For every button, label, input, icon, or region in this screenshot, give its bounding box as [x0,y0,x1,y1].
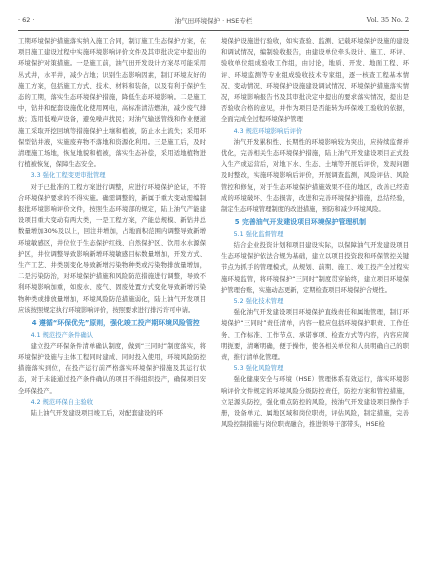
paragraph: 结合企业投资计划和项目建设实际，以保障油气开发建设项目生态环境保护依法合规为基础，建立以项目投资段和环保管控关键节点为抓手的管理模式，从规划、前期、施工、竣工投产全过程实施环境监管，将环境保护“三同时”制度贯穿始终，建立项目环境保护管理台账，实施动态更新，定期检查项目环境保护合规性。 [221,241,409,294]
paragraph: 境保护设施进行验收，如实查验、监测、记载环境保护设施的建设和调试情况，编制验收报告，由建设单位牵头设计、施工、环评、验收单位组成验收工作组，由讨论，地质、开发、地面工程、环评、环境监测等专业组成验收技术专家组，逐一核查工程基本情况、变动情况、环境保护设施建设调试情况、环境保护措施落实情况，环境影响报告书及其审批决定中提出的要求落实情况，提出是否验收合格的意见，并作为项目是否能转为环保竣工验收的依据，全面完成全过程环境保护管理 [221,38,409,124]
section-heading-5: 5 完善油气开发建设项目环境保护管理机制 [234,218,367,227]
subsection-heading-5-1: 5.1 强化监督管理 [233,230,284,238]
subsection-heading-5-3: 5.3 强化风险管理 [233,365,284,373]
right-column [221,36,409,430]
subsection-heading-3-3: 3.3 强化工程变更审批管理 [30,172,106,180]
subsection-heading-4-1: 4.1 规范投产条件确认 [30,331,93,339]
paragraph: 强化油气开发建设项目环境保护直线责任和属地管理，制订环境保护“三同时”责任清单，内容一般应包括环境保护职责、工作任务、工作标准、工作节点、承诺事项、检查方式等内容，内容应简明扼要，清晰明确，便于操作，使各相关单位和人员明确自己的职责，推行清单化管理。 [221,309,409,361]
page-number: · 62 · [18,16,35,24]
paragraph: 陆上油气开发建设项目竣工后，对配套建设的环 [30,410,163,417]
paragraph: 对于已批准的工程方案进行调整，应进行环境保护论证，不符合环境保护要求的不得实施。确需调整的，新属于重大变动需编制报批环境影响评价文件，按照生态环境部的规定，陆上油气产能建设项目重大变动有两大类，一是工程方案，产能总规模、新钻井总数量增加30%及以上，回注井增加，占地面积范围内调整导致新增环境敏感区，井位位于生态保护红线、自然保护区、饮用水水源保护区，井位调整导致影响新增环境敏感目标数量增加，开发方式、生产工艺、井类别变化导致新增污染物种类或污染物排放量增加，二是污染防治，对环境保护措施和风险防范措施进行调整，导致不利环境影响加重，如废水、废气、固废处置方式变化导致新增污染物种类或排放量增加，环境风险防范措施弱化，陆上油气开发项目应该按照规定执行环境影响评价，按照要求进行排污许可申请。 [18,183,206,314]
paragraph: 油气开发累积性、长期性的环境影响较为突出，应持续监督并优化，完善相关生态环境保护措施，陆上油气开发建设项目正式投入生产或运营后，对地下水、生态、土壤等开展后评价，发现问题及时整改，实施环境影响后评价，开展调查监测，风险评估、风险管控和修复，对于生态环境保护措施效果不佳的地区，改善已经造成的环境破坏、生态损害，改进和完善环境保护措施，总结经验，制定生态环境管理制度的改进措施，预防和减少环境风险。 [221,138,409,214]
paragraph: 工期环境保护措施落实纳入施工合同，制订施工生态保护方案，在项目施工建设过程中实施环境影响评价文件及其审批决定中提出的环境保护对策措施。一是施工前，油气田开发设计方案尽可能采用丛式井，水平井，减少占地；识别生态影响因素，制订环境友好的施工方案，包括施工方式、技术、材料和装备，以及有利于保护生态的工期，落实生态环境保护措施，降低生态环境影响。二是施工中，钻井和配套设施优化使用网电，高标准清洁燃油，减少废气排放；选用低噪声设备，避免噪声扰民；对油气输送管线和作业便道施工采取开挖回填等措施保护土壤和植被，防止水土流失；采用环保型钻井液，实施废弃物不落地和资源化利用。三是施工后，及时清理施工场地，恢复地貌和植被，落实生态补偿，采用适地植物进行植被恢复，保障生态安全。 [18,38,206,169]
subsection-heading-4-2: 4.2 规范环保自主验收 [30,398,93,406]
running-header [18,10,409,31]
subsection-heading-5-2: 5.2 强化技术管理 [233,297,284,305]
paragraph: 强化健康安全与环境（HSE）管理体系有效运行，落实环境影响评价文件规定的环境风险分级防控责任，防控方案和管控措施，立足源头防控，强化重点防控的风险，按油气开发建设项目操作手册，设备单元、属地区域和岗位职责，评估风险，制定措施，完善风险控制措施与岗位职责融合，推进领导干部带头，HSE检 [221,376,409,429]
section-heading-4: 4 遵循“环保优先”原则，强化竣工投产期环境风险管控 [31,319,200,328]
volume-issue: Vol. 35 No. 2 [366,16,409,24]
left-column [18,36,206,419]
paragraph: 建立投产环保条件清单确认制度，做到“三同时”制度落实，将环境保护设施与主体工程同时建成、同时投入使用，环境风险防控措施落实到位，在投产运行前严格落实环境保护措施及其运行状态，对于未能通过投产条件确认的项目不得组织投产，确保项目安全环保投产。 [18,342,206,395]
journal-title: 油气田环境保护 · HSE专栏 [174,17,253,25]
subsection-heading-4-3: 4.3 规范环境影响后评价 [233,127,303,135]
